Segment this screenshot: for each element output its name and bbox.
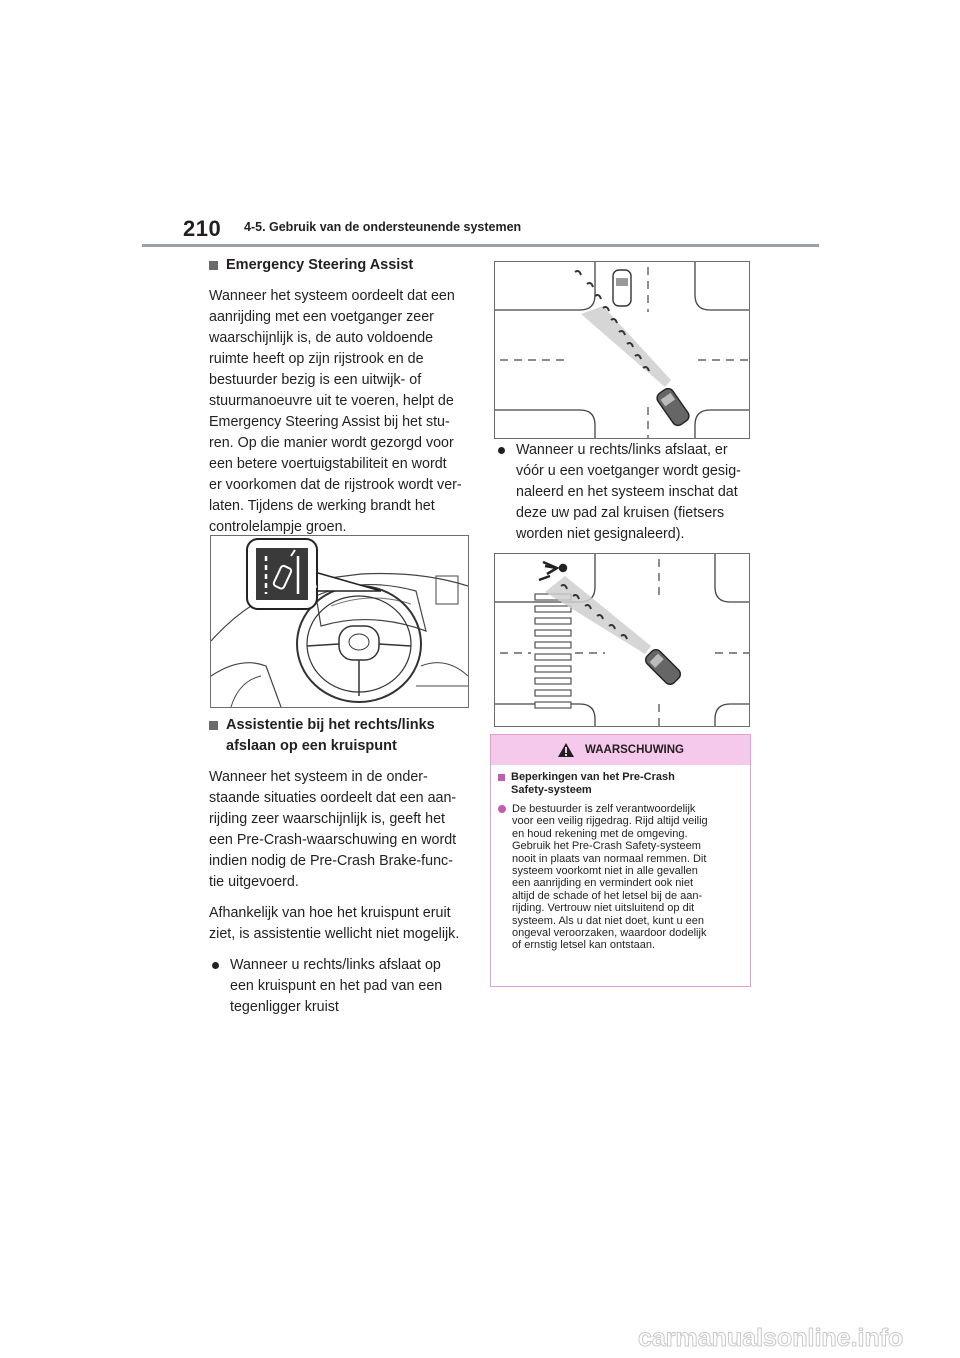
- pedestrian-icon: [539, 562, 566, 580]
- warning-box: [490, 734, 751, 987]
- paragraph-emergency-steering: Wanneer het systeem oordeelt dat een aanrijding met een voetganger zeer waarschijnlijk is, de auto voldoende ruimte heeft op zijn rijstrook en de bestuurder bezig is een uitwijk- of stuurmanoeuvre uit te voeren, helpt de Emergency Steering Assist bij het stu- ren. Op die manier wordt gezorgd voor een betere voertuigstabiliteit en wordt er voorkomen dat de rijstrook wordt ver- laten. Tijdens de werking brandt het controlelampje groen.: [209, 288, 462, 535]
- warning-text: De bestuurder is zelf verantwoordelijk voor een veilig rijgedrag. Rijd altijd veilig en houd rekening met de omgeving. Gebruik het Pre-Crash Safety-systeem nooit in plaats van normaal remmen. Dit systeem voorkomt niet in alle gevallen een aanrijding en vermindert ook niet altijd de schade of het letsel bij de aan- rijding. Vertrouw niet uitsluitend op dit systeem. Als u dat niet doet, kunt u een ongeval veroorzaken, waardoor dodelijk of ernstig letsel kan ontstaan.: [498, 803, 742, 952]
- bullet-text: Wanneer u rechts/links afslaat op een kruispunt en het pad van een tegenligger kruist: [230, 957, 443, 1015]
- warning-header: [491, 735, 750, 765]
- right-column: [495, 440, 751, 545]
- svg-text:carmanualsonline.info: carmanualsonline.info: [638, 1324, 904, 1352]
- heading-turn-assist: [209, 715, 471, 757]
- bullet-dot-icon: [498, 805, 506, 813]
- intersection-oncoming-illustration: [494, 261, 750, 439]
- left-column: [209, 255, 471, 538]
- warning-triangle-icon: [557, 742, 575, 758]
- square-bullet-icon: [209, 261, 218, 270]
- paragraph-intersection-note: Afhankelijk van hoe het kruispunt eruit ziet, is assistentie wellicht niet mogelijk.: [209, 905, 460, 942]
- crosswalk: [535, 594, 571, 708]
- bullet-pedestrian: [495, 440, 751, 545]
- section-title: 4-5. Gebruik van de ondersteunende systemen: [244, 220, 522, 234]
- header-rule: [142, 244, 819, 247]
- heading-text: Assistentie bij het rechts/links afslaan op een kruispunt: [226, 717, 435, 754]
- left-column-lower: [209, 715, 471, 1018]
- oncoming-car-icon: [613, 270, 631, 306]
- warning-title: WAARSCHUWING: [584, 744, 685, 756]
- watermark-logo: [636, 1323, 956, 1353]
- paragraph-turn-assist: Wanneer het systeem in de onder- staande situaties oordeelt dat een aan- rijding zeer waarschijnlijk is, geeft het een Pre-Crash-waarschuwing en wordt indien nodig de Pre-Crash Brake-func- tie uitgevoerd.: [209, 769, 457, 890]
- square-bullet-icon: [498, 774, 505, 781]
- warning-heading: Beperkingen van het Pre-Crash Safety-systeem: [498, 771, 742, 797]
- page-number: 210: [183, 216, 222, 241]
- intersection-pedestrian-illustration: [494, 553, 750, 727]
- dashboard-illustration: [210, 535, 469, 708]
- heading-text: Emergency Steering Assist: [226, 257, 414, 273]
- bullet-text: Wanneer u rechts/links afslaat, er vóór u een voetganger wordt gesig- naleerd en het systeem inschat dat deze uw pad zal kruisen (fietsers worden niet gesignaleerd).: [516, 442, 741, 542]
- bullet-dot-icon: [498, 447, 505, 454]
- square-bullet-icon: [209, 721, 218, 730]
- bullet-oncoming-vehicle: [209, 955, 471, 1018]
- own-car-icon: [655, 386, 692, 427]
- heading-emergency-steering: [209, 255, 471, 276]
- bullet-dot-icon: [212, 962, 219, 969]
- own-car-icon: [643, 647, 683, 687]
